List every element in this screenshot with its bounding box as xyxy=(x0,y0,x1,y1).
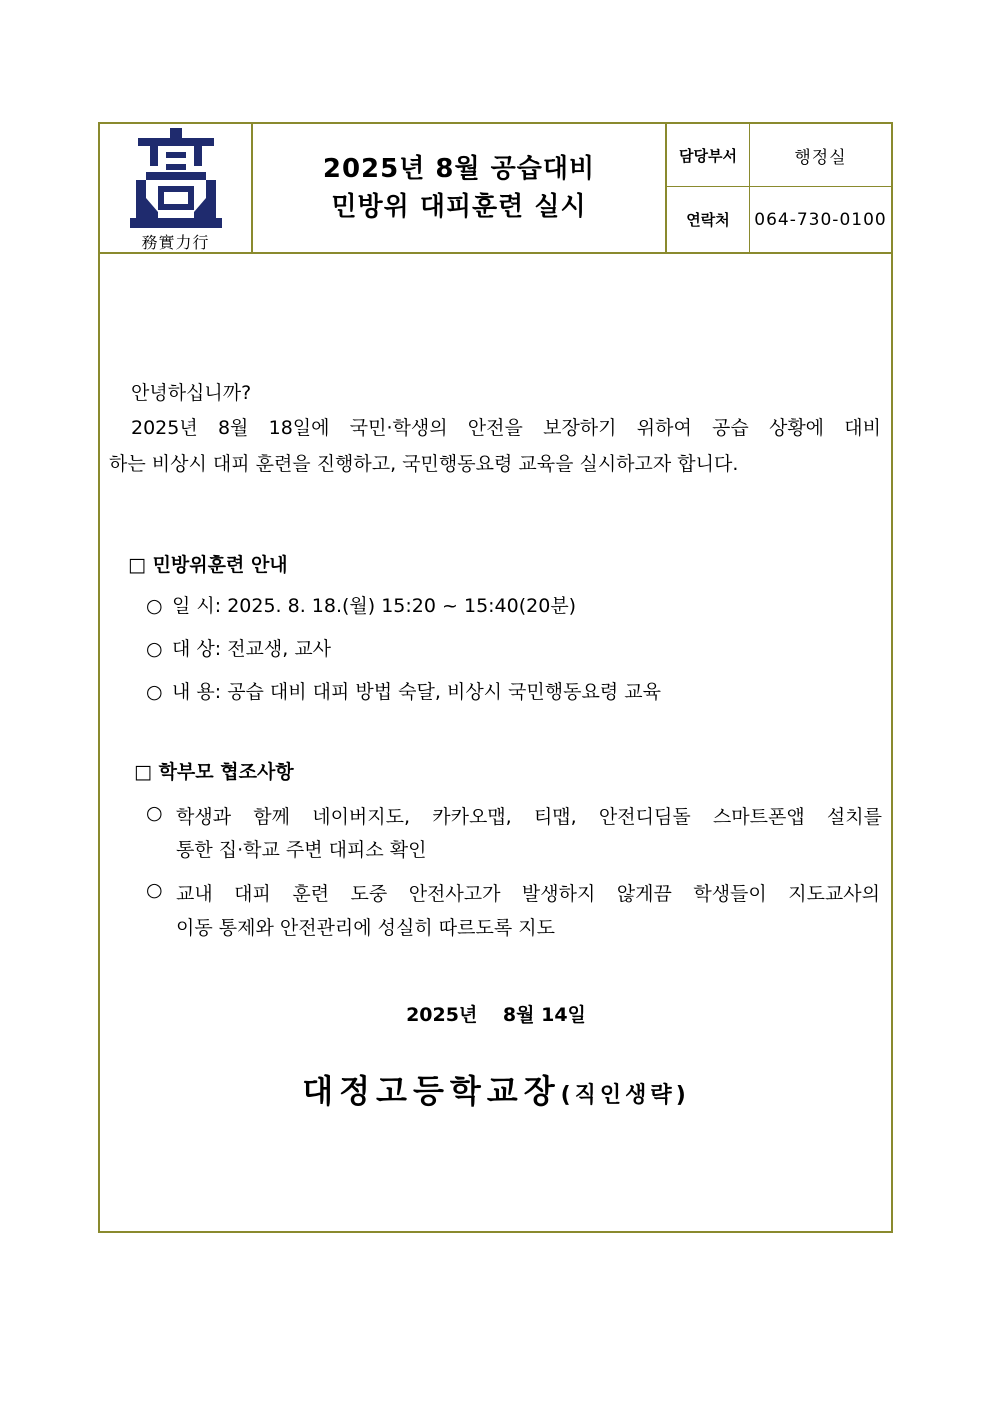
section2-item-2-line-1: 교내 대피 훈련 도중 안전사고가 발생하지 않게끔 학생들이 지도교사의 xyxy=(176,883,880,905)
logo-cell xyxy=(100,124,253,252)
section1-heading: □ 민방위훈련 안내 xyxy=(128,554,288,576)
signature-block xyxy=(0,1066,992,1112)
item-text: 내 용: 공습 대비 대피 방법 숙달, 비상시 국민행동요령 교육 xyxy=(172,681,661,703)
item-text: 대 상: 전교생, 교사 xyxy=(172,638,332,660)
section1-item-2 xyxy=(146,634,331,661)
section2-item-1-line-2: 통한 집·학교 주변 대피소 확인 xyxy=(176,839,427,861)
title-cell xyxy=(253,124,667,252)
bullet-icon: ○ xyxy=(146,802,163,824)
school-principal-name: 대정고등학교장 xyxy=(302,1072,561,1110)
dept-label: 담당부서 xyxy=(667,124,750,186)
bullet-icon: ○ xyxy=(146,595,163,617)
title-line-2: 민방위 대피훈련 실시 xyxy=(331,192,587,222)
contact-row xyxy=(667,187,891,252)
bullet-icon: ○ xyxy=(146,879,163,901)
bullet-icon: ○ xyxy=(146,638,163,660)
bullet-icon: ○ xyxy=(146,681,163,703)
contact-label: 연락처 xyxy=(667,187,750,252)
info-cell xyxy=(667,124,891,252)
section2-item-2-line-2: 이동 통제와 안전관리에 성실히 따르도록 지도 xyxy=(176,917,555,939)
section2-item-1-line-1: 학생과 함께 네이버지도, 카카오맵, 티맵, 안전디딤돌 스마트폰앱 설치를 xyxy=(176,806,882,828)
dept-row xyxy=(667,124,891,187)
intro-line-2: 하는 비상시 대피 훈련을 진행하고, 국민행동요령 교육을 실시하고자 합니다. xyxy=(109,453,739,475)
item-text: 일 시: 2025. 8. 18.(월) 15:20 ~ 15:40(20분) xyxy=(172,595,577,617)
greeting: 안녕하십니까? xyxy=(131,382,252,404)
title-line-1: 2025년 8월 공습대비 xyxy=(322,154,596,184)
section1-item-1 xyxy=(146,591,576,618)
section2-heading: □ 학부모 협조사항 xyxy=(134,761,294,783)
school-motto: 務實力行 xyxy=(141,233,210,252)
issue-date: 2025년 8월 14일 xyxy=(406,1004,586,1026)
intro-line-1: 2025년 8월 18일에 국민·학생의 안전을 보장하기 위하여 공습 상황에 대비 xyxy=(131,417,881,439)
header-table xyxy=(100,124,891,254)
seal-omitted-note: (직인생략) xyxy=(560,1083,690,1108)
contact-value: 064-730-0100 xyxy=(754,209,887,230)
dept-value: 행정실 xyxy=(794,147,847,168)
section1-item-3 xyxy=(146,677,661,704)
school-emblem-icon xyxy=(130,128,222,228)
